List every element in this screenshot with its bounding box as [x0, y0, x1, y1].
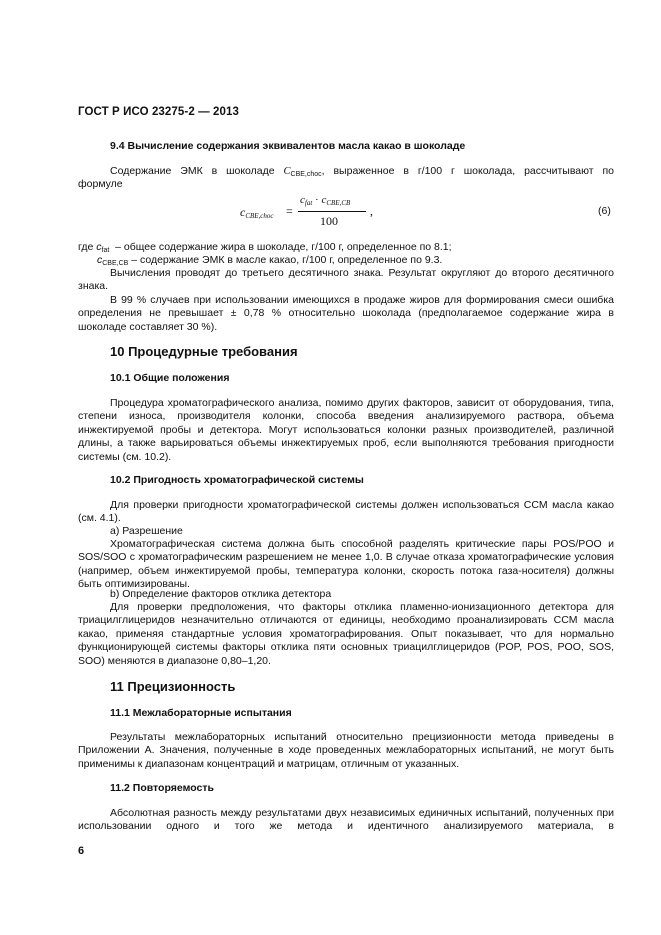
- section-9-4-heading: 9.4 Вычисление содержания эквивалентов масла какао в шоколаде: [110, 140, 466, 152]
- section-10-1-heading: 10.1 Общие положения: [110, 372, 230, 384]
- section-11-2-text: Абсолютная разность между результатами двух независимых единичных испытаний, полученных при использовании одного и того же метода и идентичного анализируемого материала, в: [78, 807, 614, 833]
- formula-intro-text-b: , выраженное в г/100 г шоколада, рассчитывают по: [321, 165, 615, 177]
- formula-denominator: 100: [320, 214, 338, 228]
- section-11-2-heading: 11.2 Повторяемость: [110, 782, 214, 794]
- item-a-text: Хроматографическая система должна быть способной разделять критические пары POS/POO и SOS/SOO с хроматографическим разрешением не менее 1,0. В случае отказа хроматографические условия (например, объем инжектируемой пробы, температура колонки, скорость потока газа-носителя) должны быть оптимизированы.: [78, 538, 614, 591]
- section-10-2-intro: Для проверки пригодности хроматографической системы должен использоваться ССМ масла какао (см. 4.1).: [78, 499, 614, 525]
- section-10-1-text: Процедура хроматографического анализа, помимо других факторов, зависит от оборудования, типа, степени износа, производителя колонки, способа введения анализируемого раствора, объема инжектируемой пробы и детектора. Могут использоваться колонки разных производителей, различной длины, а также варьироваться объемы инжектируемых проб, если выполняются требования пригодности системы (см. 10.2).: [78, 397, 614, 463]
- section-10-2-heading: 10.2 Пригодность хроматографической системы: [110, 474, 364, 486]
- formula-lhs: $c_{CBE,choc}$: [240, 205, 274, 220]
- page-number: 6: [78, 845, 85, 857]
- where-line-2: $c_{CBE,CB}$ – содержание ЭМК в масле какао, г/100 г, определенное по 9.3.: [97, 254, 443, 267]
- formula-fraction-bar: [298, 211, 366, 212]
- formula-comma: ,: [370, 204, 373, 218]
- where-line-1: где $c_{fat}$ – общее содержание жира в шоколаде, г/100 г, определенное по 8.1;: [78, 241, 452, 254]
- item-b-label: b) Определение факторов отклика детектора: [110, 588, 332, 600]
- section-11-heading: 11 Прецизионность: [110, 679, 236, 694]
- formula-equals: =: [286, 204, 293, 218]
- item-b-text: Для проверки предположения, что факторы отклика пламенно-ионизационного детектора для триацилглицеридов незначительно отличаются от единицы, необходимо проанализировать ССМ масла какао, применяя стандартные условия хроматографирования. Опыт показывает, что для нормально функционирующей системы факторы отклика пяти основных триацилглицеридов (POP, POS, POO, SOS, SOO) меняются в диапазоне 0,80–1,20.: [78, 601, 614, 667]
- equation-number: (6): [598, 205, 611, 217]
- formula-intro-text-c: формуле: [78, 178, 123, 190]
- formula-intro-var: C: [283, 166, 291, 177]
- formula-numerator: $c_{fat} \cdot c_{CBE,CB}$: [300, 194, 351, 207]
- error-paragraph: В 99 % случаев при использовании имеющихся в продаже жиров для формирования смеси ошибка определения не превышает ± 0,78 % относительно шоколада (предполагаемое содержание жира в шоколаде составляет 30 %).: [78, 294, 614, 333]
- section-11-1-heading: 11.1 Межлабораторные испытания: [110, 707, 292, 719]
- section-11-1-text: Результаты межлабораторных испытаний относительно прецизионности метода приведены в Приложении А. Значения, полученные в ходе проведенных межлабораторных испытаний, не могут быть применимы к диапазонам концентраций и матрицам, отличным от указанных.: [78, 731, 614, 770]
- formula-intro-sub: CBE,choc: [290, 171, 322, 178]
- formula-6: [240, 194, 400, 230]
- formula-intro-text-a: Содержание ЭМК в шоколаде: [110, 165, 275, 177]
- document-header: ГОСТ Р ИСО 23275-2 — 2013: [78, 106, 240, 118]
- section-10-heading: 10 Процедурные требования: [110, 344, 298, 359]
- formula-intro-line: [110, 165, 614, 181]
- rounding-paragraph: Вычисления проводят до третьего десятичного знака. Результат округляют до второго десятичного знака.: [78, 267, 614, 293]
- item-a-label: а) Разрешение: [110, 525, 183, 537]
